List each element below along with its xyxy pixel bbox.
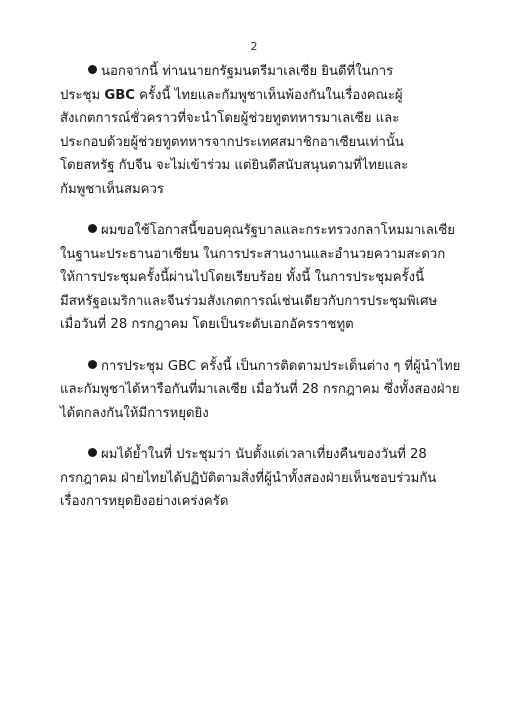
paragraph-line — [60, 467, 460, 491]
paragraph-line — [60, 313, 460, 337]
paragraph-line — [60, 154, 460, 178]
document-body — [60, 60, 460, 532]
line-text: เรื่องการหยุดยิงอย่างเคร่งครัด — [60, 494, 229, 509]
paragraph-line — [60, 178, 460, 202]
line-text: ได้ตกลงกันให้มีการหยุดยิง — [60, 405, 209, 421]
paragraph-line — [60, 355, 460, 379]
paragraph-line — [60, 443, 460, 467]
line-text: โดยสหรัฐ กับจีน จะไม่เข้าร่วม แต่ยินดีสนับสนุนตามที่ไทยและ — [60, 158, 409, 173]
line-text: ผมได้ย้ำในที่ ประชุมว่า นับตั้งแต่เวลาเที่ยงคืนของวันที่ 28 — [101, 447, 427, 462]
bullet-icon — [88, 360, 97, 369]
line-text: มีสหรัฐอเมริกาและจีนร่วมสังเกตการณ์เช่นเดียวกับการประชุมพิเศษ — [60, 293, 438, 309]
line-text-bold: GBC — [104, 87, 135, 103]
paragraph-line — [60, 402, 460, 426]
paragraph-3 — [60, 355, 460, 426]
paragraph-2 — [60, 219, 460, 337]
paragraph-line — [60, 290, 460, 314]
paragraph-line — [60, 84, 460, 108]
line-text: ในฐานะประธานอาเซียน ในการประสานงานและอำนวยความสะดวก — [60, 246, 446, 262]
paragraph-line — [60, 107, 460, 131]
paragraph-line — [60, 60, 460, 84]
line-text: นอกจากนี้ ท่านนายกรัฐมนตรีมาเลเซีย ยินดีที่ในการ — [101, 64, 394, 79]
paragraph-4 — [60, 443, 460, 514]
paragraph-line — [60, 378, 460, 402]
line-text: กัมพูชาเห็นสมควร — [60, 181, 164, 197]
paragraph-line — [60, 490, 460, 514]
bullet-icon — [88, 65, 97, 74]
page-number: 2 — [250, 40, 258, 53]
line-text: ประชุม — [60, 87, 105, 103]
line-text: ผมขอใช้โอกาสนี้ขอบคุณรัฐบาลและกระทรวงกลาโหมมาเลเซีย — [101, 223, 456, 238]
line-text: การประชุม GBC ครั้งนี้ เป็นการติดตามประเด็นต่าง ๆ ที่ผู้นำไทย — [101, 358, 461, 374]
bullet-icon — [88, 224, 97, 233]
line-text: และกัมพูชาได้หารือกันที่มาเลเซีย เมื่อวันที่ 28 กรกฎาคม ซึ่งทั้งสองฝ่าย — [60, 382, 460, 397]
paragraph-line — [60, 243, 460, 267]
line-text: ประกอบด้วยผู้ช่วยทูตทหารจากประเทศสมาชิกอาเซียนเท่านั้น — [60, 134, 404, 150]
paragraph-line — [60, 131, 460, 155]
paragraph-line — [60, 219, 460, 243]
line-text: เมื่อวันที่ 28 กรกฎาคม โดยเป็นระดับเอกอัครราชทูต — [60, 317, 354, 332]
line-text: สังเกตการณ์ชั่วคราวที่จะนำโดยผู้ช่วยทูตทหารมาเลเซีย และ — [60, 111, 400, 126]
paragraph-1 — [60, 60, 460, 201]
paragraph-line — [60, 266, 460, 290]
line-text: กรกฎาคม ฝ่ายไทยได้ปฏิบัติตามสิ่งที่ผู้นำทั้งสองฝ่ายเห็นชอบร่วมกัน — [60, 470, 437, 486]
line-text: ให้การประชุมครั้งนี้ผ่านไปโดยเรียบร้อย ทั้งนี้ ในการประชุมครั้งนี้ — [60, 270, 425, 285]
bullet-icon — [88, 448, 97, 457]
line-text: ครั้งนี้ ไทยและกัมพูชาเห็นพ้องกันในเรื่องคณะผู้ — [134, 87, 403, 103]
